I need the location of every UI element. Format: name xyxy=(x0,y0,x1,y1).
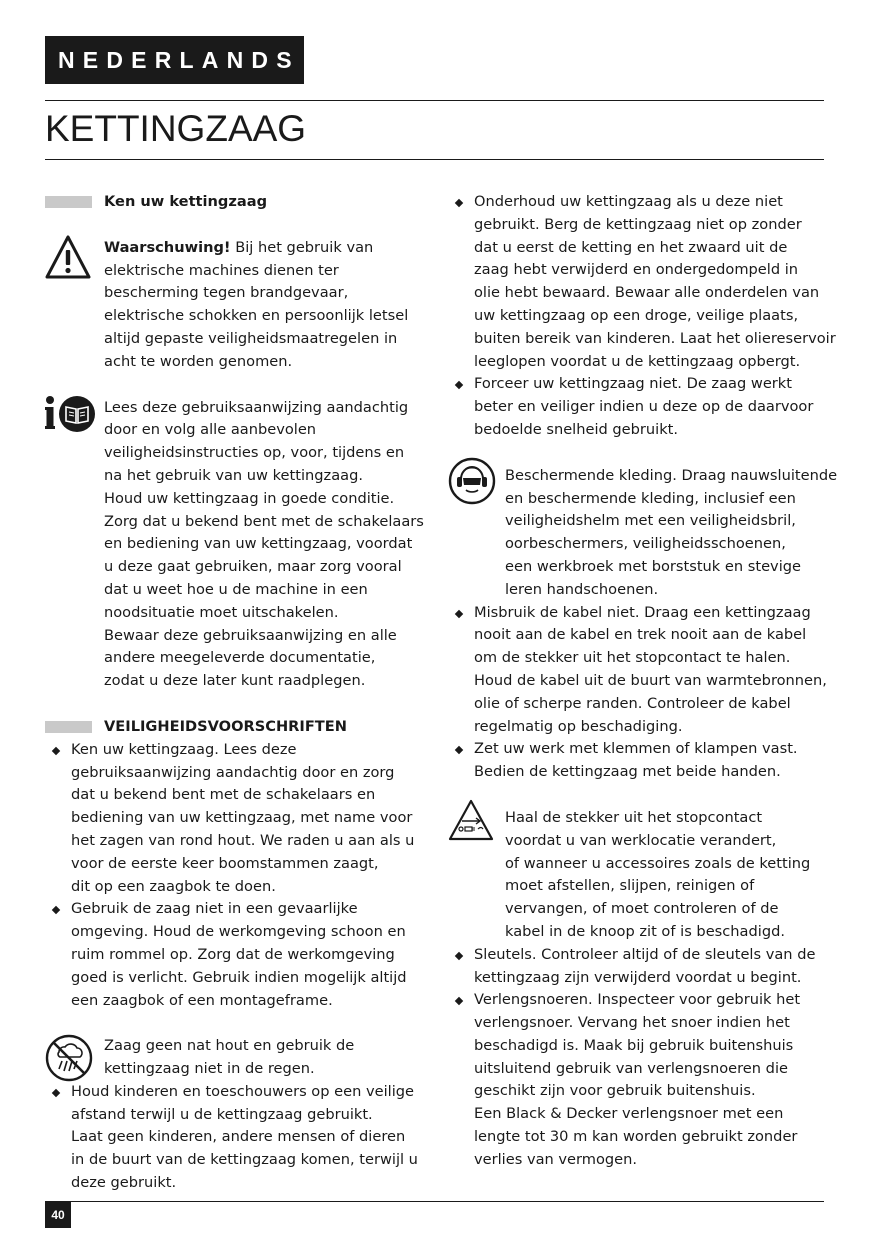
title-bottom-rule xyxy=(45,159,824,160)
extension-paragraph xyxy=(448,1103,826,1171)
warning-line: elektrische schokken en persoonlijk letsel xyxy=(104,307,409,325)
rain-note xyxy=(45,1035,425,1081)
info-note xyxy=(45,397,425,693)
bullet-line: Verlengsnoeren. Inspecteer voor gebruik het xyxy=(474,991,801,1009)
bullet-line: het zagen van rond hout. We raden u aan als u xyxy=(71,831,415,849)
warning-label: Waarschuwing! xyxy=(104,238,231,256)
info-line: noodsituatie moet uitschakelen. xyxy=(104,603,339,621)
bullet-line: nooit aan de kabel en trek nooit aan de kabel xyxy=(474,626,807,644)
info-line: Bewaar deze gebruiksaanwijzing en alle xyxy=(104,626,397,644)
warning-line: acht te worden genomen. xyxy=(104,352,293,370)
info-line: door en volg alle aanbevolen xyxy=(104,421,317,439)
bullet-line: dit op een zaagbok te doen. xyxy=(71,877,276,895)
info-line: Houd uw kettingzaag in goede conditie. xyxy=(104,489,395,507)
section-safety-rules xyxy=(45,716,425,739)
info-line: Zorg dat u bekend bent met de schakelaars xyxy=(104,512,424,530)
note-line: een werkbroek met borststuk en stevige xyxy=(505,557,801,575)
info-line: zodat u deze later kunt raadplegen. xyxy=(104,672,366,690)
note-line: of wanneer u accessoires zoals de ketting xyxy=(505,854,811,872)
bullet-line: leeglopen voordat u de kettingzaag opbergt. xyxy=(474,352,801,370)
bullet-line: afstand terwijl u de kettingzaag gebruikt. xyxy=(71,1105,373,1123)
info-line: dat u weet hoe u de machine in een xyxy=(104,580,368,598)
bullet-line: olie hebt bewaard. Bewaar alle onderdelen van xyxy=(474,284,820,302)
bullet-force xyxy=(448,373,826,441)
page-title: KETTINGZAAG xyxy=(45,108,307,149)
warning-line: elektrische machines dienen ter xyxy=(104,261,339,279)
bullet-line: bedoelde snelheid gebruikt. xyxy=(474,420,679,438)
paragraph-line: Een Black & Decker verlengsnoer met een xyxy=(474,1105,784,1123)
protective-gear-icon xyxy=(448,457,496,505)
section-heading: Ken uw kettingzaag xyxy=(104,193,268,210)
footer-rule xyxy=(45,1201,824,1202)
bullet-line: Houd de kabel uit de buurt van warmtebronnen, xyxy=(474,671,827,689)
note-line: veiligheidshelm met een veiligheidsbril, xyxy=(505,512,796,530)
bullet-know-chainsaw xyxy=(45,739,425,899)
bullet-line: omgeving. Houd de werkomgeving schoon en xyxy=(71,923,406,941)
note-line: Zaag geen nat hout en gebruik de xyxy=(104,1037,355,1055)
info-line: Lees deze gebruiksaanwijzing aandachtig xyxy=(104,398,409,416)
bullet-line: regelmatig op beschadiging. xyxy=(474,717,683,735)
page-number: 40 xyxy=(45,1202,71,1228)
info-line: na het gebruik van uw kettingzaag. xyxy=(104,466,363,484)
info-line: u deze gaat gebruiken, maar zorg vooral xyxy=(104,558,402,576)
note-line: Haal de stekker uit het stopcontact xyxy=(505,808,763,826)
bullet-line: olie of scherpe randen. Controleer de kabel xyxy=(474,694,791,712)
bullet-line: Zet uw werk met klemmen of klampen vast. xyxy=(474,740,798,758)
note-line: moet afstellen, slijpen, reinigen of xyxy=(505,877,755,895)
bullet-line: bediening van uw kettingzaag, met name voor xyxy=(71,809,413,827)
note-line: leren handschoenen. xyxy=(505,580,659,598)
bullet-line: buiten bereik van kinderen. Laat het oliereservoir xyxy=(474,329,836,347)
note-line: voordat u van werklocatie verandert, xyxy=(505,831,777,849)
note-line: kettingzaag niet in de regen. xyxy=(104,1060,315,1078)
bullet-line: zaag hebt verwijderd en ondergedompeld in xyxy=(474,261,799,279)
note-line: Beschermende kleding. Draag nauwsluitende xyxy=(505,466,838,484)
bullet-line: uw kettingzaag op een droge, veilige plaats, xyxy=(474,306,799,324)
bullet-line: beter en veiliger indien u deze op de daarvoor xyxy=(474,398,814,416)
bullet-line: Sleutels. Controleer altijd of de sleutels van de xyxy=(474,945,816,963)
bullet-line: uitsluitend gebruik van verlengsnoeren die xyxy=(474,1059,788,1077)
note-line: kabel in de knoop zit of is beschadigd. xyxy=(505,922,785,940)
bullet-line: een zaagbok of een montageframe. xyxy=(71,991,333,1009)
bullet-clamp xyxy=(448,738,826,784)
paragraph-line: deze gebruikt. xyxy=(71,1174,177,1192)
bullet-line: beschadigd is. Maak bij gebruik buitenshuis xyxy=(474,1036,794,1054)
warning-note xyxy=(45,237,425,374)
bullet-line: dat u bekend bent met de schakelaars en xyxy=(71,786,376,804)
no-rain-icon xyxy=(45,1034,93,1082)
warning-line: Bij het gebruik van xyxy=(230,238,374,256)
bullet-line: Ken uw kettingzaag. Lees deze xyxy=(71,740,297,758)
bullet-line: gebruiksaanwijzing aandachtig door en zorg xyxy=(71,763,395,781)
section-marker xyxy=(45,721,92,733)
unplug-note xyxy=(448,807,826,944)
children-paragraph xyxy=(45,1126,425,1194)
unplug-warning-icon xyxy=(448,799,494,841)
bullet-line: Bedien de kettingzaag met beide handen. xyxy=(474,763,781,781)
info-line: andere meegeleverde documentatie, xyxy=(104,649,376,667)
title-top-rule xyxy=(45,100,824,101)
bullet-line: dat u eerst de ketting en het zwaard uit de xyxy=(474,238,788,256)
bullet-line: Misbruik de kabel niet. Draag een kettingzaag xyxy=(474,603,811,621)
bullet-environment xyxy=(45,898,425,1012)
bullet-line: Gebruik de zaag niet in een gevaarlijke xyxy=(71,900,358,918)
paragraph-line: verlies van vermogen. xyxy=(474,1150,638,1168)
info-line: en bediening van uw kettingzaag, voordat xyxy=(104,535,413,553)
bullet-line: voor de eerste keer boomstammen zaagt, xyxy=(71,854,379,872)
bullet-line: ruim rommel op. Zorg dat de werkomgeving xyxy=(71,945,395,963)
paragraph-line: Laat geen kinderen, andere mensen of dieren xyxy=(71,1128,406,1146)
warning-line: bescherming tegen brandgevaar, xyxy=(104,284,349,302)
warning-line: altijd gepaste veiligheidsmaatregelen in xyxy=(104,329,398,347)
clothing-note xyxy=(448,465,838,602)
right-column xyxy=(448,191,838,1172)
left-column xyxy=(45,191,425,1195)
bullet-line: Forceer uw kettingzaag niet. De zaag werkt xyxy=(474,375,792,393)
note-line: oorbeschermers, veiligheidsschoenen, xyxy=(505,535,786,553)
bullet-maintain xyxy=(448,191,836,373)
bullet-cable xyxy=(448,602,826,739)
bullet-line: goed is verlicht. Gebruik indien mogelijk altijd xyxy=(71,968,407,986)
section-marker xyxy=(45,196,92,208)
info-manual-icon xyxy=(45,395,97,433)
bullet-line: Houd kinderen en toeschouwers op een veilige xyxy=(71,1082,415,1100)
paragraph-line: in de buurt van de kettingzaag komen, terwijl u xyxy=(71,1151,418,1169)
bullet-extension-cords xyxy=(448,989,826,1103)
bullet-line: kettingzaag zijn verwijderd voordat u begint. xyxy=(474,968,802,986)
note-line: en beschermende kleding, inclusief een xyxy=(505,489,796,507)
bullet-line: om de stekker uit het stopcontact te halen. xyxy=(474,649,791,667)
bullet-keys xyxy=(448,944,826,990)
language-tab: NEDERLANDS xyxy=(45,36,304,84)
info-line: veiligheidsinstructies op, voor, tijdens en xyxy=(104,444,405,462)
bullet-line: Onderhoud uw kettingzaag als u deze niet xyxy=(474,193,783,210)
warning-triangle-icon xyxy=(45,235,91,279)
bullet-line: geschikt zijn voor gebruik buitenshuis. xyxy=(474,1082,756,1100)
note-line: vervangen, of moet controleren of de xyxy=(505,900,779,918)
paragraph-line: lengte tot 30 m kan worden gebruikt zonder xyxy=(474,1128,798,1146)
bullet-line: gebruikt. Berg de kettingzaag niet op zonder xyxy=(474,215,802,233)
bullet-children xyxy=(45,1081,425,1127)
section-know-your-chainsaw xyxy=(45,191,425,214)
bullet-line: verlengsnoer. Vervang het snoer indien het xyxy=(474,1014,790,1032)
section-heading: VEILIGHEIDSVOORSCHRIFTEN xyxy=(104,717,347,735)
